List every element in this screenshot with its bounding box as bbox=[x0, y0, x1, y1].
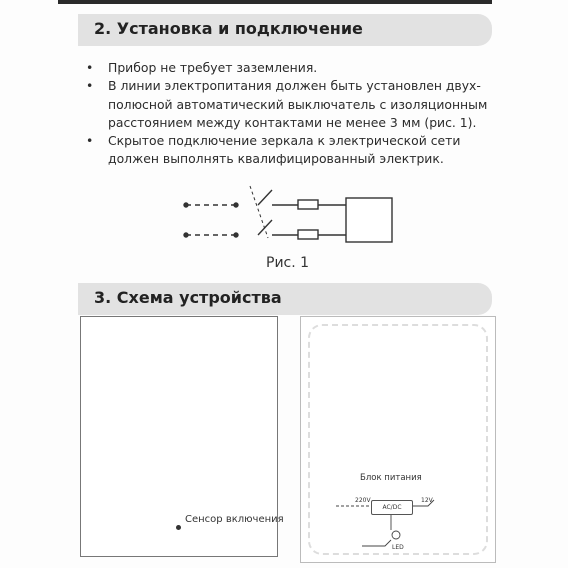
figure-caption: Рис. 1 bbox=[266, 255, 310, 271]
bullet-marker: • bbox=[86, 60, 94, 75]
list-item-text: Прибор не требует заземления. bbox=[108, 60, 318, 75]
sensor-label: Сенсор включения bbox=[185, 514, 284, 525]
bullet-marker: • bbox=[86, 78, 94, 94]
output-voltage-label: 12V bbox=[421, 497, 433, 504]
list-item-text: Скрытое подключение зеркала к электрической сети должен выполнять квалифицированный электрик. bbox=[108, 133, 461, 167]
sensor-circle-icon bbox=[392, 531, 400, 539]
list-item-text: В линии электропитания должен быть установлен двух- полюсной автоматический выключатель с изоляционным расстоянием между контактами не менее 3 мм (рис. 1). bbox=[108, 78, 488, 130]
led-lead bbox=[362, 540, 391, 546]
section-title: 3. Схема устройства bbox=[94, 288, 282, 307]
section-title: 2. Установка и подключение bbox=[94, 19, 363, 38]
led-label: LED bbox=[392, 544, 404, 551]
psu-label: Блок питания bbox=[360, 473, 422, 483]
psu-box: AC/DC bbox=[371, 500, 413, 515]
output-wire bbox=[411, 500, 434, 506]
input-voltage-label: 220V bbox=[355, 497, 371, 504]
bullet-marker: • bbox=[86, 133, 94, 149]
